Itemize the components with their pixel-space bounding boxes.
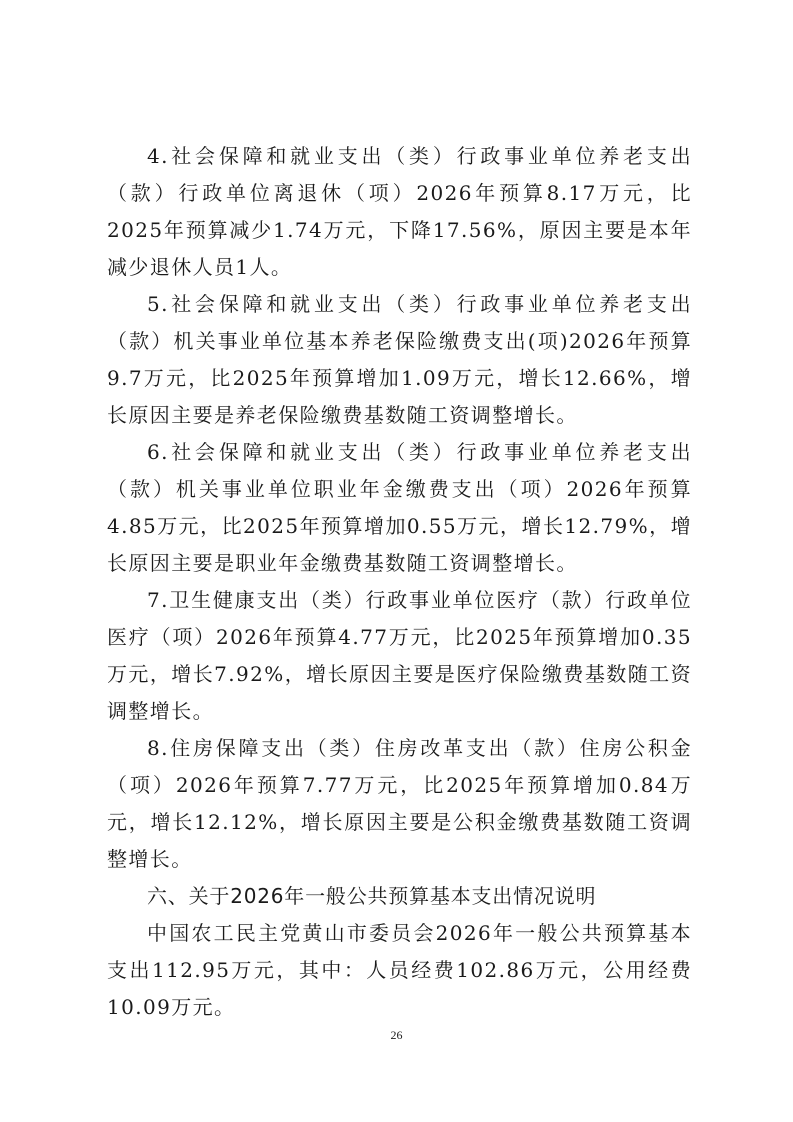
paragraph-basic-expenditure-summary: 中国农工民主党黄山市委员会2026年一般公共预算基本支出112.95万元，其中：人员经费102.86万元，公用经费10.09万元。 xyxy=(107,921,692,1019)
page-number: 26 xyxy=(390,1028,403,1042)
page-content xyxy=(107,138,692,1026)
paragraph-basic-pension-insurance: 5.社会保障和就业支出（类）行政事业单位养老支出（款）机关事业单位基本养老保险缴费支出(项)2026年预算9.7万元，比2025年预算增加1.09万元，增长12.66%，增长原因主要是养老保险缴费基数随工资调整增长。 xyxy=(107,292,692,427)
paragraph-occupational-annuity: 6.社会保障和就业支出（类）行政事业单位养老支出（款）机关事业单位职业年金缴费支出（项）2026年预算4.85万元，比2025年预算增加0.55万元，增长12.79%，增长原因主要是职业年金缴费基数随工资调整增长。 xyxy=(107,440,692,575)
paragraph-housing-fund: 8.住房保障支出（类）住房改革支出（款）住房公积金（项）2026年预算7.77万元，比2025年预算增加0.84万元，增长12.12%，增长原因主要是公积金缴费基数随工资调整增长。 xyxy=(107,736,692,871)
paragraph-pension-retirement: 4.社会保障和就业支出（类）行政事业单位养老支出（款）行政单位离退休（项）2026年预算8.17万元，比2025年预算减少1.74万元，下降17.56%，原因主要是本年减少退休人员1人。 xyxy=(107,144,692,279)
paragraph-medical-insurance: 7.卫生健康支出（类）行政事业单位医疗（款）行政单位医疗（项）2026年预算4.77万元，比2025年预算增加0.35万元，增长7.92%，增长原因主要是医疗保险缴费基数随工资调整增长。 xyxy=(107,588,692,723)
section-heading-basic-expenditure: 六、关于2026年一般公共预算基本支出情况说明 xyxy=(147,884,597,908)
